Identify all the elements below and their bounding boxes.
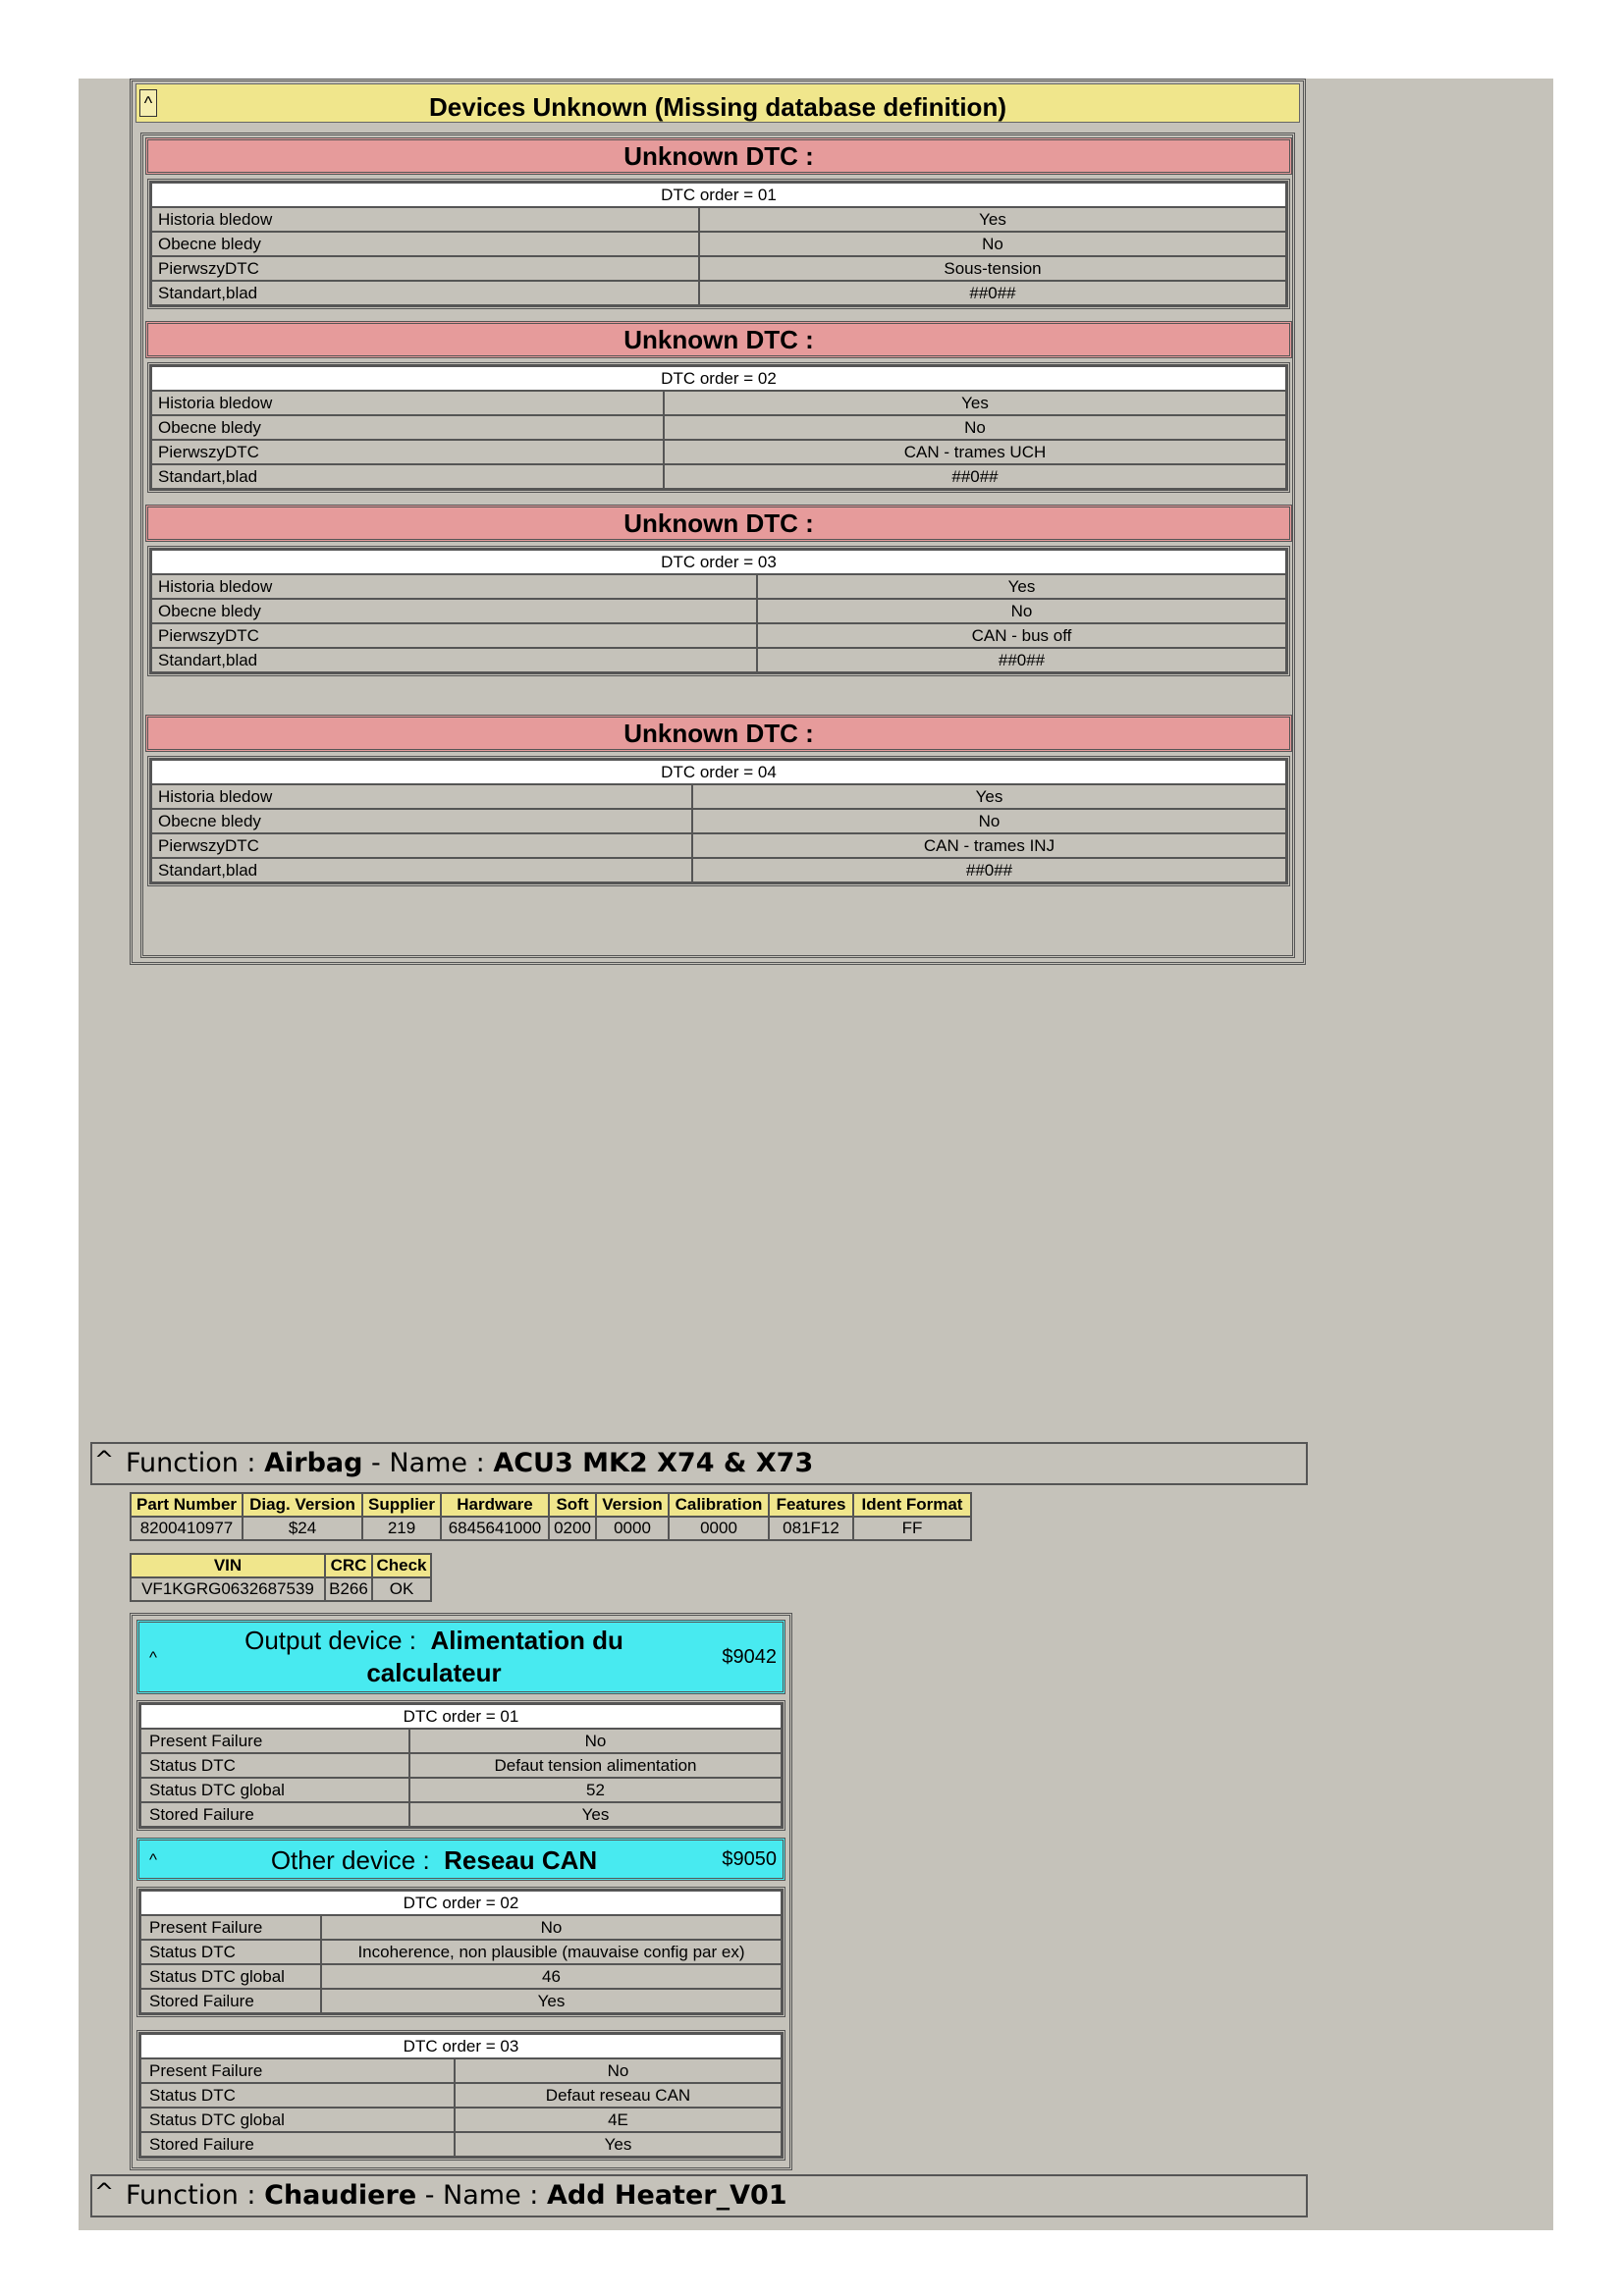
row-value: No (409, 1729, 782, 1753)
row-label: Status DTC global (140, 1778, 409, 1802)
row-value: Incoherence, non plausible (mauvaise config par ex) (321, 1940, 782, 1964)
dtc-order: DTC order = 03 (140, 2034, 782, 2058)
row-label: Stored Failure (140, 2132, 455, 2157)
table-row (151, 281, 1286, 305)
table-row (151, 623, 1286, 648)
table-row (151, 599, 1286, 623)
collapse-caret-button[interactable]: ^ (149, 1648, 157, 1667)
table-header-row (131, 1493, 971, 1517)
row-value: Sous-tension (699, 256, 1286, 281)
device-name: Alimentation du (430, 1626, 623, 1655)
row-value: ##0## (692, 858, 1286, 882)
table-header-row (131, 1554, 431, 1577)
device-type-label: Other device : (270, 1845, 430, 1875)
function-label: Function : (126, 1448, 256, 1478)
row-value: ##0## (664, 464, 1286, 489)
row-value: No (321, 1915, 782, 1940)
collapse-caret-button[interactable]: ^ (149, 1850, 157, 1869)
row-label: PierwszyDTC (151, 256, 699, 281)
row-value: Yes (455, 2132, 782, 2157)
table-row (140, 2083, 782, 2108)
output-device-title (179, 1625, 689, 1689)
column-header: Soft (549, 1493, 596, 1517)
row-label: Historia bledow (151, 784, 692, 809)
device-code: $9050 (722, 1848, 777, 1870)
column-header: CRC (325, 1554, 372, 1577)
name-label: - Name : (362, 1448, 485, 1478)
row-value: ##0## (757, 648, 1286, 672)
device-type-label: Output device : (244, 1626, 416, 1655)
dtc-table (147, 362, 1290, 493)
row-value: No (455, 2058, 782, 2083)
table-row (151, 391, 1286, 415)
column-header: Features (769, 1493, 853, 1517)
table-row (151, 207, 1286, 232)
row-value: 52 (409, 1778, 782, 1802)
function-title (126, 1444, 813, 1483)
column-header: Diag. Version (243, 1493, 362, 1517)
table-row (140, 1778, 782, 1802)
device-code: $9042 (722, 1646, 777, 1668)
row-label: Present Failure (140, 2058, 455, 2083)
row-value: Defaut reseau CAN (455, 2083, 782, 2108)
device-name: Reseau CAN (444, 1845, 598, 1875)
table-cell: 0200 (549, 1517, 596, 1540)
row-label: Standart,blad (151, 281, 699, 305)
table-row (140, 2108, 782, 2132)
other-device-header (136, 1838, 785, 1881)
vin-value: VF1KGRG0632687539 (131, 1577, 325, 1601)
table-row (131, 1517, 971, 1540)
function-device-name: Add Heater_V01 (546, 2180, 787, 2211)
table-row (140, 1940, 782, 1964)
table-row (151, 784, 1286, 809)
row-label: Obecne bledy (151, 232, 699, 256)
function-device-name: ACU3 MK2 X74 & X73 (493, 1448, 814, 1478)
row-value: No (699, 232, 1286, 256)
function-name: Airbag (264, 1448, 363, 1478)
column-header: Ident Format (853, 1493, 971, 1517)
column-header: Check (372, 1554, 431, 1577)
row-value: Yes (664, 391, 1286, 415)
row-value: CAN - trames UCH (664, 440, 1286, 464)
collapse-caret-button[interactable]: ^ (94, 2178, 115, 2206)
unknown-devices-title-bar (135, 83, 1300, 123)
dtc-table (136, 1887, 785, 2017)
table-cell: $24 (243, 1517, 362, 1540)
table-row (151, 256, 1286, 281)
table-row (140, 1753, 782, 1778)
table-cell: FF (853, 1517, 971, 1540)
column-header: Supplier (362, 1493, 441, 1517)
dtc-table (147, 179, 1290, 309)
table-row (151, 833, 1286, 858)
row-label: Status DTC (140, 1753, 409, 1778)
vin-table (130, 1553, 432, 1602)
dtc-table (136, 2030, 785, 2161)
row-value: Yes (757, 574, 1286, 599)
function-title (126, 2176, 787, 2216)
row-value: ##0## (699, 281, 1286, 305)
row-label: PierwszyDTC (151, 833, 692, 858)
table-row (151, 464, 1286, 489)
row-label: Status DTC (140, 1940, 321, 1964)
row-label: Obecne bledy (151, 809, 692, 833)
row-label: Standart,blad (151, 858, 692, 882)
table-row (140, 1915, 782, 1940)
row-value: 46 (321, 1964, 782, 1989)
device-name-line2: calculateur (366, 1658, 502, 1687)
function-header-chaudiere (90, 2174, 1308, 2217)
dtc-table (136, 1700, 785, 1831)
table-cell: 219 (362, 1517, 441, 1540)
table-row (140, 1802, 782, 1827)
unknown-dtc-heading: Unknown DTC : (145, 505, 1292, 542)
row-label: PierwszyDTC (151, 440, 664, 464)
table-row (140, 1729, 782, 1753)
row-value: CAN - trames INJ (692, 833, 1286, 858)
row-label: Stored Failure (140, 1989, 321, 2013)
table-cell: 6845641000 (441, 1517, 549, 1540)
name-label: - Name : (416, 2180, 539, 2211)
dtc-order: DTC order = 01 (140, 1704, 782, 1729)
row-label: Historia bledow (151, 574, 757, 599)
unknown-dtc-heading: Unknown DTC : (145, 137, 1292, 175)
table-row (131, 1577, 431, 1601)
row-label: Present Failure (140, 1915, 321, 1940)
dtc-table (147, 756, 1290, 886)
row-label: Status DTC (140, 2083, 455, 2108)
table-row (140, 1989, 782, 2013)
table-row (151, 858, 1286, 882)
row-label: Historia bledow (151, 391, 664, 415)
function-header-airbag (90, 1442, 1308, 1485)
table-cell: 8200410977 (131, 1517, 243, 1540)
row-value: Yes (699, 207, 1286, 232)
row-value: Yes (409, 1802, 782, 1827)
unknown-dtc-heading: Unknown DTC : (145, 715, 1292, 752)
other-device-title (179, 1844, 689, 1876)
unknown-devices-panel (130, 79, 1306, 965)
collapse-caret-button[interactable]: ^ (139, 89, 157, 117)
dtc-order: DTC order = 03 (151, 550, 1286, 574)
row-value: Yes (321, 1989, 782, 2013)
column-header: VIN (131, 1554, 325, 1577)
table-cell: 081F12 (769, 1517, 853, 1540)
table-row (151, 648, 1286, 672)
airbag-devices-panel (130, 1613, 792, 2170)
column-header: Version (596, 1493, 669, 1517)
row-label: Obecne bledy (151, 415, 664, 440)
row-label: Present Failure (140, 1729, 409, 1753)
dtc-order: DTC order = 01 (151, 183, 1286, 207)
dtc-table (147, 546, 1290, 676)
row-label: Historia bledow (151, 207, 699, 232)
row-label: Status DTC global (140, 1964, 321, 1989)
dtc-order: DTC order = 02 (140, 1891, 782, 1915)
report-page (79, 79, 1553, 2230)
table-row (151, 574, 1286, 599)
table-row (140, 2132, 782, 2157)
dtc-order: DTC order = 04 (151, 760, 1286, 784)
crc-value: B266 (325, 1577, 372, 1601)
unknown-dtc-heading: Unknown DTC : (145, 321, 1292, 358)
column-header: Calibration (669, 1493, 769, 1517)
row-label: PierwszyDTC (151, 623, 757, 648)
table-row (151, 809, 1286, 833)
row-value: Yes (692, 784, 1286, 809)
row-value: 4E (455, 2108, 782, 2132)
unknown-dtc-list (140, 133, 1295, 958)
table-row (151, 232, 1286, 256)
collapse-caret-button[interactable]: ^ (94, 1446, 115, 1473)
check-value: OK (372, 1577, 431, 1601)
function-label: Function : (126, 2180, 256, 2211)
row-value: Defaut tension alimentation (409, 1753, 782, 1778)
row-label: Standart,blad (151, 464, 664, 489)
row-value: CAN - bus off (757, 623, 1286, 648)
row-value: No (757, 599, 1286, 623)
ident-table (130, 1492, 972, 1541)
row-label: Obecne bledy (151, 599, 757, 623)
table-row (151, 440, 1286, 464)
table-row (140, 2058, 782, 2083)
row-label: Stored Failure (140, 1802, 409, 1827)
table-row (140, 1964, 782, 1989)
column-header: Part Number (131, 1493, 243, 1517)
table-cell: 0000 (669, 1517, 769, 1540)
function-name: Chaudiere (264, 2180, 417, 2211)
table-row (151, 415, 1286, 440)
row-label: Status DTC global (140, 2108, 455, 2132)
output-device-header (136, 1620, 785, 1694)
row-value: No (692, 809, 1286, 833)
table-cell: 0000 (596, 1517, 669, 1540)
unknown-devices-title: Devices Unknown (Missing database definition) (429, 92, 1006, 122)
dtc-order: DTC order = 02 (151, 366, 1286, 391)
column-header: Hardware (441, 1493, 549, 1517)
row-value: No (664, 415, 1286, 440)
row-label: Standart,blad (151, 648, 757, 672)
